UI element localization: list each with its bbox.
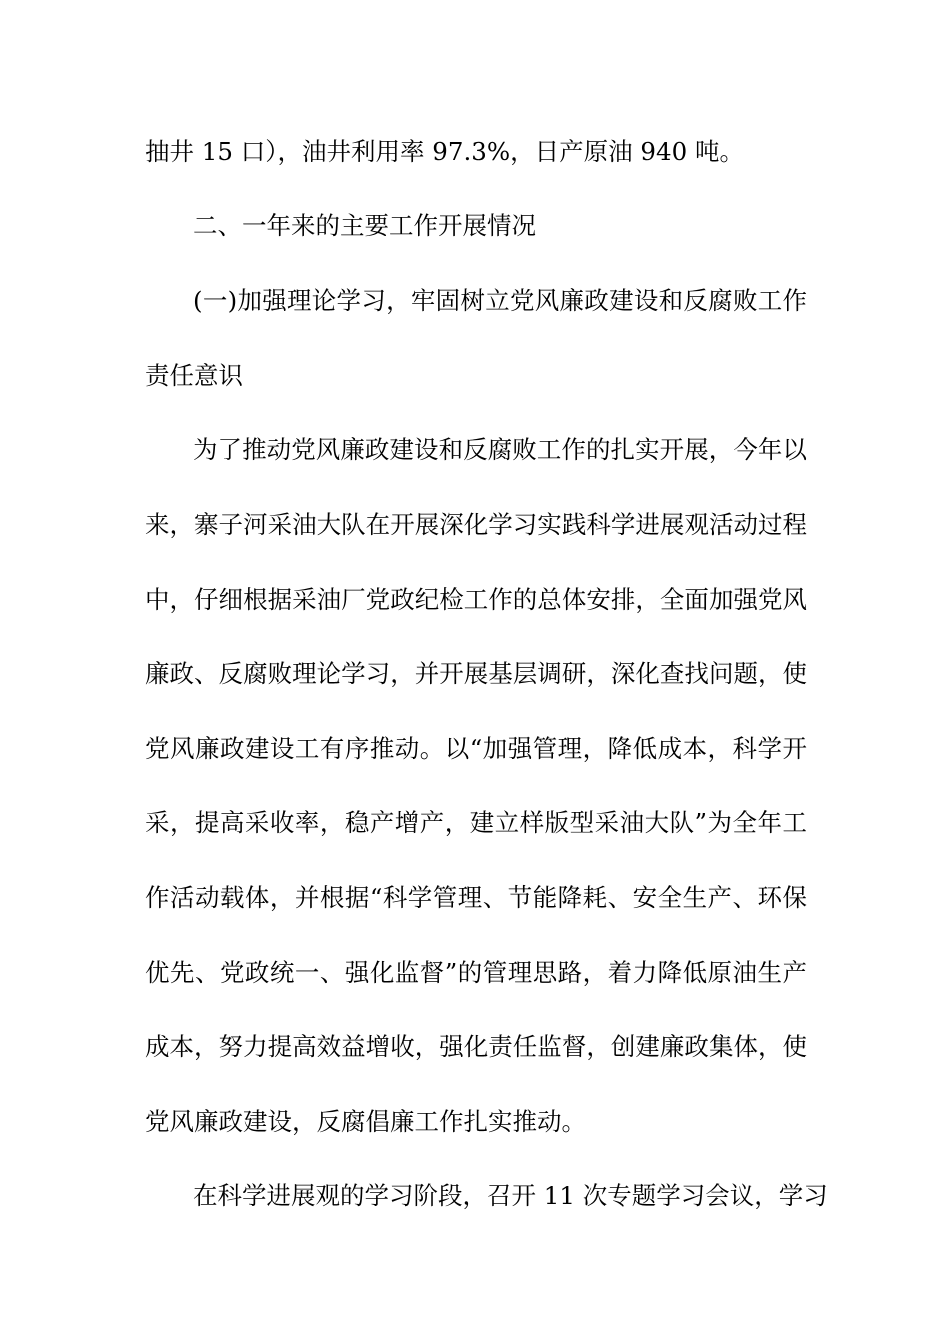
subsection-heading-line-1: (一)加强理论学习，牢固树立党风廉政建设和反腐败工作: [193, 286, 807, 315]
subsection-heading-line-2: 责任意识: [145, 361, 243, 390]
paragraph-2-line-3: 中，仔细根据采油厂党政纪检工作的总体安排，全面加强党风: [145, 585, 807, 614]
paragraph-2-line-2: 来，寨子河采油大队在开展深化学习实践科学进展观活动过程: [145, 510, 807, 539]
paragraph-2-line-10: 党风廉政建设，反腐倡廉工作扎实推动。: [145, 1107, 586, 1136]
paragraph-line-1: 抽井 15 口），油井利用率 97.3%，日产原油 940 吨。: [145, 137, 744, 166]
paragraph-2-line-6: 采，提高采收率，稳产增产，建立样版型采油大队”为全年工: [145, 808, 807, 837]
paragraph-2-line-9: 成本，努力提高效益增收，强化责任监督，创建廉政集体，使: [145, 1032, 807, 1061]
paragraph-2-line-5: 党风廉政建设工有序推动。以“加强管理，降低成本，科学开: [145, 734, 807, 763]
paragraph-2-line-7: 作活动载体，并根据“科学管理、节能降耗、安全生产、环保: [145, 883, 807, 912]
paragraph-3-line-1: 在科学进展观的学习阶段，召开 11 次专题学习会议，学习: [193, 1181, 828, 1210]
section-heading-2: 二、一年来的主要工作开展情况: [193, 211, 536, 240]
paragraph-2-line-8: 优先、党政统一、强化监督”的管理思路，着力降低原油生产: [145, 958, 807, 987]
paragraph-2-line-4: 廉政、反腐败理论学习，并开展基层调研，深化查找问题，使: [145, 659, 807, 688]
paragraph-2-line-1: 为了推动党风廉政建设和反腐败工作的扎实开展，今年以: [193, 435, 807, 464]
